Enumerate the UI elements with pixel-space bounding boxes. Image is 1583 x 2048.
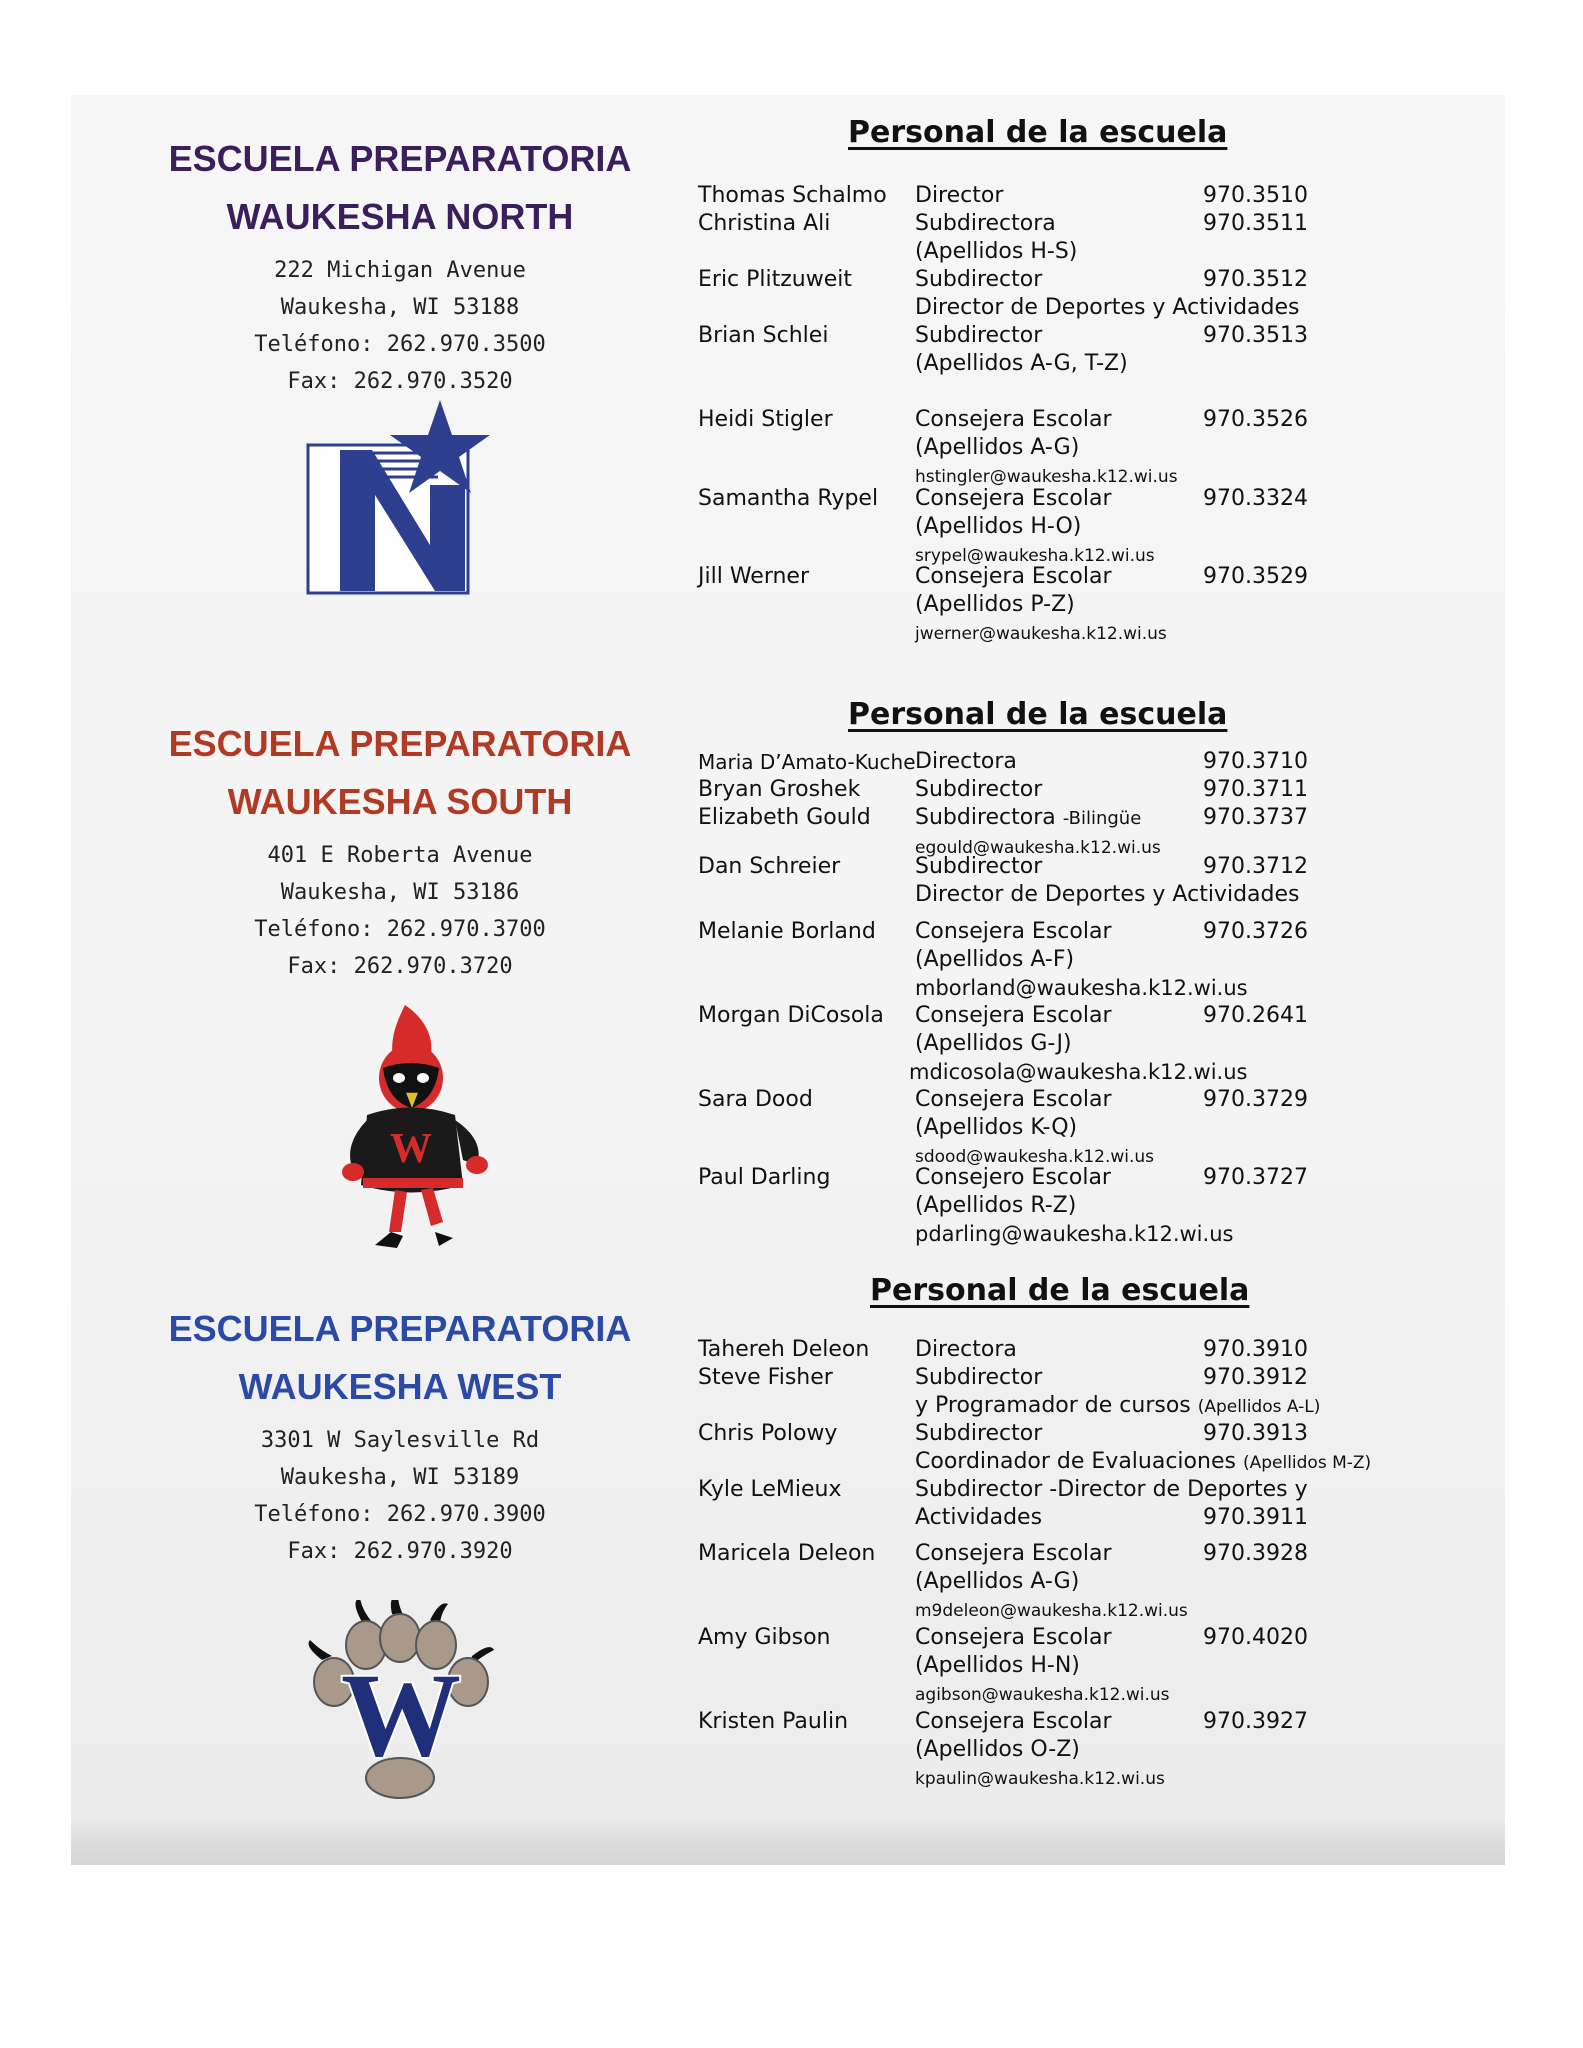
role-note: (Apellidos A-L) xyxy=(1197,1397,1321,1417)
staff-phone: 970.3913 xyxy=(1203,1421,1308,1446)
staff-role: Directora xyxy=(915,749,1017,774)
staff-email[interactable]: egould@waukesha.k12.wi.us xyxy=(915,838,1161,858)
role-line: Subdirector xyxy=(915,267,1043,292)
staff-phone: 970.3911 xyxy=(1203,1505,1308,1530)
staff-email[interactable]: sdood@waukesha.k12.wi.us xyxy=(915,1147,1155,1167)
staff-name: Melanie Borland xyxy=(698,919,876,944)
school-name-line2: WAUKESHA WEST xyxy=(238,1366,562,1407)
role-line: Consejera Escolar xyxy=(915,486,1112,511)
staff-email[interactable]: kpaulin@waukesha.k12.wi.us xyxy=(915,1769,1165,1789)
logo-letter: W xyxy=(341,1648,461,1781)
staff-name: Steve Fisher xyxy=(698,1365,833,1390)
role-line: (Apellidos K-Q) xyxy=(915,1115,1078,1140)
school-south-info xyxy=(120,715,680,985)
staff-phone: 970.3726 xyxy=(1203,919,1308,944)
staff-name: Morgan DiCosola xyxy=(698,1003,884,1028)
school-name-line1: ESCUELA PREPARATORIA xyxy=(168,1308,632,1349)
staff-email[interactable]: jwerner@waukesha.k12.wi.us xyxy=(915,624,1167,644)
staff-phone: 970.3912 xyxy=(1203,1365,1308,1390)
staff-name: Kyle LeMieux xyxy=(698,1477,842,1502)
staff-phone: 970.3729 xyxy=(1203,1087,1308,1112)
role-line: Consejera Escolar xyxy=(915,919,1112,944)
mascot-letter: W xyxy=(390,1126,432,1172)
role-line: Consejera Escolar xyxy=(915,1541,1112,1566)
staff-email[interactable]: agibson@waukesha.k12.wi.us xyxy=(915,1685,1170,1705)
role-line: Consejera Escolar xyxy=(915,1003,1112,1028)
staff-name: Sara Dood xyxy=(698,1087,813,1112)
school-name-line1: ESCUELA PREPARATORIA xyxy=(168,723,632,764)
role-line: (Apellidos A-G) xyxy=(915,1569,1080,1594)
address-street: 401 E Roberta Avenue xyxy=(267,843,533,868)
staff-role xyxy=(915,1164,1233,1249)
staff-role xyxy=(909,1002,1248,1087)
staff-name: Heidi Stigler xyxy=(698,407,833,432)
page-shadow xyxy=(71,1820,1505,1865)
role-line: y Programador de cursos xyxy=(915,1393,1191,1418)
staff-phone: 970.3529 xyxy=(1203,564,1308,589)
role-line: Actividades xyxy=(915,1505,1043,1530)
staff-phone: 970.3910 xyxy=(1203,1337,1308,1362)
role-line: (Apellidos G-J) xyxy=(915,1031,1072,1056)
school-name-line2: WAUKESHA NORTH xyxy=(226,196,574,237)
role-line: Subdirector -Director de Deportes y xyxy=(915,1477,1308,1502)
staff-phone: 970.3928 xyxy=(1203,1541,1308,1566)
staff-name: Elizabeth Gould xyxy=(698,805,871,830)
role-line: Subdirectora xyxy=(915,805,1056,830)
staff-email[interactable]: m9deleon@waukesha.k12.wi.us xyxy=(915,1601,1188,1621)
address-city: Waukesha, WI 53186 xyxy=(280,880,520,905)
role-line: Consejera Escolar xyxy=(915,1087,1112,1112)
staff-phone: 970.3510 xyxy=(1203,183,1308,208)
staff-section-title: Personal de la escuela xyxy=(870,1273,1250,1308)
staff-name: Bryan Groshek xyxy=(698,777,861,802)
school-name-line1: ESCUELA PREPARATORIA xyxy=(168,138,632,179)
role-line: Subdirector xyxy=(915,323,1043,348)
address-phone: Teléfono: 262.970.3900 xyxy=(254,1502,546,1527)
northstars-logo-icon xyxy=(300,395,510,600)
staff-name: Dan Schreier xyxy=(698,854,841,879)
staff-role xyxy=(915,485,1155,570)
role-line: Subdirectora xyxy=(915,211,1056,236)
address-fax: Fax: 262.970.3720 xyxy=(287,954,513,979)
staff-role: Subdirector xyxy=(915,777,1043,802)
staff-phone: 970.3727 xyxy=(1203,1165,1308,1190)
address-street: 3301 W Saylesville Rd xyxy=(260,1428,540,1453)
staff-section-title: Personal de la escuela xyxy=(848,115,1228,150)
staff-name: Thomas Schalmo xyxy=(698,183,887,208)
staff-phone: 970.3711 xyxy=(1203,777,1308,802)
staff-email[interactable]: srypel@waukesha.k12.wi.us xyxy=(915,546,1155,566)
role-line: Consejero Escolar xyxy=(915,1165,1111,1190)
staff-role xyxy=(915,322,1128,378)
role-line: (Apellidos R-Z) xyxy=(915,1193,1077,1218)
staff-name: Brian Schlei xyxy=(698,323,829,348)
role-line: Subdirector xyxy=(915,1421,1043,1446)
school-name-line2: WAUKESHA SOUTH xyxy=(227,781,573,822)
staff-phone: 970.3513 xyxy=(1203,323,1308,348)
staff-name: Maria D’Amato-Kuche xyxy=(698,750,916,774)
staff-phone: 970.3526 xyxy=(1203,407,1308,432)
staff-email[interactable]: mdicosola@waukesha.k12.wi.us xyxy=(909,1060,1248,1084)
cardinal-mascot-icon xyxy=(335,1000,495,1255)
role-line: Subdirector xyxy=(915,1365,1043,1390)
staff-phone: 970.3737 xyxy=(1203,805,1308,830)
role-line: Director de Deportes y Actividades xyxy=(915,882,1300,907)
role-line: (Apellidos P-Z) xyxy=(915,592,1075,617)
staff-name: Eric Plitzuweit xyxy=(698,267,853,292)
staff-role xyxy=(915,1624,1170,1709)
staff-phone: 970.3511 xyxy=(1203,211,1308,236)
staff-name: Samantha Rypel xyxy=(698,486,879,511)
staff-phone: 970.3710 xyxy=(1203,749,1308,774)
role-suffix: -Bilingüe xyxy=(1062,808,1142,829)
staff-phone: 970.4020 xyxy=(1203,1625,1308,1650)
role-line: (Apellidos A-F) xyxy=(915,947,1075,972)
address-fax: Fax: 262.970.3520 xyxy=(287,369,513,394)
staff-role xyxy=(915,918,1248,1003)
staff-name: Amy Gibson xyxy=(698,1625,831,1650)
role-line: Coordinador de Evaluaciones xyxy=(915,1449,1236,1474)
address-phone: Teléfono: 262.970.3500 xyxy=(254,332,546,357)
staff-email[interactable]: hstingler@waukesha.k12.wi.us xyxy=(915,467,1178,487)
staff-name: Chris Polowy xyxy=(698,1421,838,1446)
staff-role: Director xyxy=(915,183,1004,208)
role-line: Consejera Escolar xyxy=(915,1709,1112,1734)
staff-role xyxy=(915,406,1178,491)
staff-role xyxy=(915,1708,1165,1793)
address-street: 222 Michigan Avenue xyxy=(274,258,526,283)
role-line: (Apellidos A-G, T-Z) xyxy=(915,351,1128,376)
role-line: Consejera Escolar xyxy=(915,1625,1112,1650)
address-city: Waukesha, WI 53188 xyxy=(280,295,520,320)
staff-phone: 970.3512 xyxy=(1203,267,1308,292)
staff-phone: 970.3927 xyxy=(1203,1709,1308,1734)
school-west-info xyxy=(120,1300,680,1570)
school-address xyxy=(120,1422,680,1570)
staff-name: Jill Werner xyxy=(698,564,809,589)
address-phone: Teléfono: 262.970.3700 xyxy=(254,917,546,942)
staff-email[interactable]: pdarling@waukesha.k12.wi.us xyxy=(915,1222,1234,1246)
role-line: (Apellidos A-G) xyxy=(915,435,1080,460)
address-fax: Fax: 262.970.3920 xyxy=(287,1539,513,1564)
staff-role xyxy=(915,563,1167,648)
role-line: (Apellidos H-O) xyxy=(915,514,1082,539)
logo-text: NORTHSTARS xyxy=(317,475,334,585)
staff-email[interactable]: mborland@waukesha.k12.wi.us xyxy=(915,976,1248,1000)
role-line: (Apellidos O-Z) xyxy=(915,1737,1080,1762)
staff-name: Christina Ali xyxy=(698,211,831,236)
staff-phone: 970.2641 xyxy=(1203,1003,1308,1028)
staff-section-title: Personal de la escuela xyxy=(848,697,1228,732)
role-line: (Apellidos H-S) xyxy=(915,239,1078,264)
school-north-info xyxy=(120,130,680,400)
staff-name: Paul Darling xyxy=(698,1165,831,1190)
wolf-paw-logo-icon xyxy=(300,1600,500,1800)
staff-phone: 970.3324 xyxy=(1203,486,1308,511)
staff-role xyxy=(915,210,1077,266)
role-line: (Apellidos H-N) xyxy=(915,1653,1080,1678)
staff-role xyxy=(915,1086,1154,1171)
school-address xyxy=(120,837,680,985)
school-address xyxy=(120,252,680,400)
role-line: Consejera Escolar xyxy=(915,564,1112,589)
role-note: (Apellidos M-Z) xyxy=(1242,1453,1372,1473)
role-line: Subdirector xyxy=(915,854,1043,879)
staff-name: Tahereh Deleon xyxy=(698,1337,870,1362)
staff-phone: 970.3712 xyxy=(1203,854,1308,879)
staff-name: Maricela Deleon xyxy=(698,1541,876,1566)
staff-role xyxy=(915,1540,1188,1625)
role-line: Consejera Escolar xyxy=(915,407,1112,432)
staff-role: Directora xyxy=(915,1337,1017,1362)
address-city: Waukesha, WI 53189 xyxy=(280,1465,520,1490)
role-line: Director de Deportes y Actividades xyxy=(915,295,1300,320)
staff-name: Kristen Paulin xyxy=(698,1709,849,1734)
